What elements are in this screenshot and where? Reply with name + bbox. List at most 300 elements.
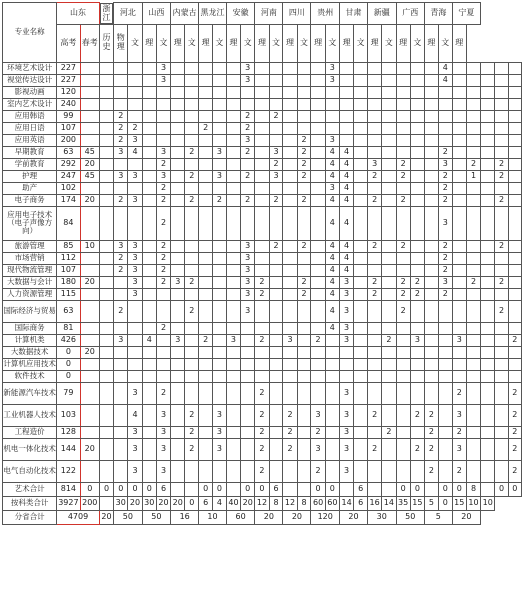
plan-count [410,240,424,252]
plan-count [99,252,113,264]
plan-count [495,460,508,482]
plan-count: 2 [241,194,255,206]
plan-count [128,86,142,98]
plan-count [156,370,170,382]
plan-count [325,460,339,482]
plan-count [508,370,521,382]
plan-count [508,86,521,98]
plan-count [241,86,255,98]
plan-count: 4 [339,194,353,206]
plan-count [410,322,424,334]
plan-count [99,206,113,240]
subject-total-value: 12 [255,496,269,510]
plan-count: 3 [226,334,240,346]
plan-count [80,288,99,300]
plan-count [255,122,269,134]
plan-count [311,170,325,182]
major-name: 软件技术 [3,370,57,382]
plan-count: 144 [57,438,80,460]
plan-count [241,182,255,194]
province-header: 黑龙江 [199,3,227,25]
plan-count: 2 [114,122,128,134]
sub-header-wen: 文 [156,24,170,62]
plan-count [311,74,325,86]
major-name: 人力资源管理 [3,288,57,300]
plan-count: 2 [508,438,521,460]
plan-count: 247 [57,170,80,182]
plan-count [80,426,99,438]
plan-count [80,74,99,86]
plan-count [142,370,156,382]
sub-header-li: 理 [226,24,240,62]
plan-count: 2 [495,300,508,322]
major-name: 应用英语 [3,134,57,146]
plan-count: 2 [297,276,311,288]
plan-count [255,110,269,122]
plan-count [495,404,508,426]
plan-count [452,346,466,358]
plan-count [382,74,396,86]
plan-count [171,110,185,122]
plan-count [185,334,199,346]
plan-count: 2 [425,404,439,426]
plan-count: 3 [241,134,255,146]
plan-count [171,404,185,426]
plan-count [171,62,185,74]
sub-header-wen: 文 [382,24,396,62]
sub-header-li: 理 [396,24,410,62]
plan-count [452,264,466,276]
plan-count [213,370,227,382]
plan-count [325,358,339,370]
plan-count: 2 [156,264,170,276]
plan-count [226,158,240,170]
plan-count [213,322,227,334]
plan-count: 2 [156,322,170,334]
plan-count [171,322,185,334]
plan-count: 2 [199,122,213,134]
plan-count: 2 [185,404,199,426]
plan-count [425,382,439,404]
plan-count [185,158,199,170]
plan-count [495,382,508,404]
plan-count [396,110,410,122]
art-total-value [297,482,311,496]
plan-count [213,86,227,98]
plan-count [508,252,521,264]
table-row [3,98,522,110]
plan-count [452,110,466,122]
plan-count [325,426,339,438]
plan-count [255,322,269,334]
plan-count [99,170,113,182]
table-row [3,438,522,460]
plan-count [269,358,283,370]
plan-count: 292 [57,158,80,170]
plan-count [311,194,325,206]
plan-count [481,158,495,170]
plan-count [466,460,480,482]
plan-count [114,322,128,334]
plan-count [425,158,439,170]
plan-count: 2 [114,110,128,122]
plan-count: 128 [57,426,80,438]
province-header: 四川 [283,3,311,25]
plan-count [438,358,452,370]
plan-count [226,146,240,158]
plan-count [185,110,199,122]
plan-count [283,252,297,264]
sub-header-wen: 文 [297,24,311,62]
table-row [3,240,522,252]
plan-count [354,252,368,264]
plan-count [481,146,495,158]
plan-count [382,240,396,252]
plan-count [382,288,396,300]
plan-count [226,122,240,134]
plan-count [354,438,368,460]
plan-count [142,240,156,252]
major-name: 室内艺术设计 [3,98,57,110]
plan-count [452,122,466,134]
plan-count [354,62,368,74]
plan-count [425,264,439,276]
plan-count [438,86,452,98]
major-name: 学前教育 [3,158,57,170]
plan-count [297,358,311,370]
plan-count: 2 [297,146,311,158]
plan-count: 2 [297,158,311,170]
plan-count [99,370,113,382]
plan-count [354,382,368,404]
plan-count [396,134,410,146]
plan-count [171,240,185,252]
plan-count [382,62,396,74]
plan-count [283,158,297,170]
zhejiang-label: 浙江 [102,3,111,22]
plan-count [297,252,311,264]
plan-count [481,98,495,110]
major-name: 国际商务 [3,322,57,334]
plan-count [382,346,396,358]
art-total-value: 0 [80,482,99,496]
plan-count: 2 [269,110,283,122]
plan-count [481,370,495,382]
plan-count [452,98,466,110]
sub-header-gaokao: 高考 [57,24,80,62]
plan-count: 3 [339,288,353,300]
province-total-value: 20 [452,510,481,524]
plan-count: 2 [396,194,410,206]
plan-count [213,288,227,300]
plan-count [156,300,170,322]
plan-count [142,300,156,322]
plan-count [213,110,227,122]
plan-count [199,264,213,276]
plan-count [425,358,439,370]
plan-count [495,252,508,264]
plan-count: 3 [114,170,128,182]
plan-count [410,98,424,110]
province-total-row [3,510,522,524]
plan-count [297,370,311,382]
plan-count [226,134,240,146]
plan-count: 3 [339,438,353,460]
province-header: 贵州 [311,3,340,25]
plan-count: 2 [241,170,255,182]
plan-count [185,264,199,276]
plan-count [425,182,439,194]
sub-header-li: 理 [142,24,156,62]
plan-count [128,98,142,110]
plan-count: 3 [241,276,255,288]
plan-count [425,334,439,346]
plan-count: 2 [410,288,424,300]
plan-count: 3 [156,438,170,460]
plan-count [171,158,185,170]
plan-count [241,404,255,426]
plan-count [425,288,439,300]
plan-count: 103 [57,404,80,426]
plan-count [80,122,99,134]
plan-count [99,426,113,438]
plan-count [508,170,521,182]
plan-count: 2 [382,334,396,346]
plan-count [255,74,269,86]
plan-count [199,146,213,158]
major-name: 计算机类 [3,334,57,346]
major-name: 应用韩语 [3,110,57,122]
plan-count [311,358,325,370]
plan-count [283,460,297,482]
sub-header-li: 理 [283,24,297,62]
plan-count [226,62,240,74]
plan-count [311,300,325,322]
plan-count [283,288,297,300]
province-total-value: 30 [368,510,397,524]
plan-count: 3 [128,276,142,288]
plan-count [199,170,213,182]
plan-count [466,74,480,86]
plan-count [80,182,99,194]
major-name: 应用日语 [3,122,57,134]
sub-header-li: 理 [425,24,439,62]
plan-count [213,252,227,264]
plan-count [199,240,213,252]
plan-count [185,86,199,98]
plan-count [142,134,156,146]
plan-count [269,74,283,86]
plan-count [508,98,521,110]
plan-count [410,182,424,194]
plan-count [354,146,368,158]
plan-count: 3 [128,264,142,276]
plan-count: 2 [297,288,311,300]
sub-header-wen: 文 [241,24,255,62]
plan-count [171,182,185,194]
plan-count [396,346,410,358]
plan-count [114,276,128,288]
plan-count [171,438,185,460]
plan-count [142,86,156,98]
subject-total-value: 35 [396,496,410,510]
subject-total-value: 20 [156,496,170,510]
major-name: 护理 [3,170,57,182]
plan-count [171,264,185,276]
plan-count [368,74,382,86]
plan-count [466,370,480,382]
plan-count [311,158,325,170]
plan-count [481,404,495,426]
plan-count [508,346,521,358]
art-total-value: 6 [156,482,170,496]
plan-count: 4 [339,170,353,182]
plan-count [80,370,99,382]
art-total-value: 0 [128,482,142,496]
plan-count [226,170,240,182]
plan-count [425,346,439,358]
plan-count [495,110,508,122]
plan-count [297,382,311,404]
plan-count [368,300,382,322]
plan-count [99,98,113,110]
plan-count [283,194,297,206]
plan-count [114,74,128,86]
plan-count [325,370,339,382]
sub-header-wuli: 物理 [114,24,128,62]
major-name: 视觉传达设计 [3,74,57,86]
plan-count: 3 [156,426,170,438]
sub-header-lishi: 历史 [99,24,113,62]
plan-count: 4 [438,62,452,74]
plan-count [213,206,227,240]
art-total-value: 0 [325,482,339,496]
plan-count [368,252,382,264]
plan-count [99,322,113,334]
plan-count [99,438,113,460]
plan-count: 2 [283,426,297,438]
plan-count [171,122,185,134]
plan-count [438,346,452,358]
plan-count [142,382,156,404]
plan-count [452,276,466,288]
plan-count [368,382,382,404]
plan-count [508,276,521,288]
subject-total-value: 5 [425,496,439,510]
plan-count: 3 [410,334,424,346]
plan-count [226,370,240,382]
plan-count [382,170,396,182]
art-total-value: 0 [396,482,410,496]
subject-total-value: 0 [185,496,199,510]
plan-count [99,240,113,252]
plan-count: 84 [57,206,80,240]
plan-count: 3 [156,460,170,482]
plan-count: 3 [269,170,283,182]
plan-count [297,206,311,240]
province-total-value: 5 [425,510,453,524]
plan-count [368,322,382,334]
plan-count: 45 [80,146,99,158]
plan-count [142,438,156,460]
plan-count: 3 [241,74,255,86]
table-row [3,62,522,74]
plan-count [425,134,439,146]
plan-count [311,346,325,358]
plan-count [80,86,99,98]
art-total-value: 0 [311,482,325,496]
plan-count: 3 [241,62,255,74]
plan-count [297,460,311,482]
plan-count [99,146,113,158]
plan-count: 4 [339,206,353,240]
plan-count [142,426,156,438]
table-row [3,346,522,358]
art-total-row [3,482,522,496]
plan-count [283,146,297,158]
plan-count [466,62,480,74]
plan-count: 3 [339,460,353,482]
plan-count [311,134,325,146]
plan-count [171,146,185,158]
plan-count [269,382,283,404]
province-total-value: 120 [311,510,340,524]
art-total-value: 0 [508,482,521,496]
plan-count [269,276,283,288]
plan-count [185,382,199,404]
plan-count [226,382,240,404]
major-name: 新能源汽车技术 [3,382,57,404]
plan-count [213,334,227,346]
plan-count [226,438,240,460]
plan-count [255,86,269,98]
table-row [3,382,522,404]
table-row [3,134,522,146]
sub-header-li: 理 [339,24,353,62]
plan-count [495,206,508,240]
plan-count [114,288,128,300]
plan-count [466,252,480,264]
plan-count [156,122,170,134]
plan-count [382,358,396,370]
plan-count [311,86,325,98]
table-row [3,182,522,194]
plan-count: 2 [156,206,170,240]
plan-count [297,182,311,194]
plan-count [410,110,424,122]
plan-count: 2 [396,288,410,300]
plan-count: 2 [311,426,325,438]
plan-count: 3 [241,288,255,300]
plan-count: 2 [185,170,199,182]
plan-count [255,240,269,252]
subject-total-label: 按科类合计 [3,496,57,510]
plan-count [466,300,480,322]
plan-count [255,62,269,74]
plan-count [297,322,311,334]
plan-count [495,74,508,86]
plan-count [410,300,424,322]
plan-count [283,382,297,404]
plan-count [171,460,185,482]
plan-count [199,86,213,98]
plan-count: 4 [339,158,353,170]
plan-count [325,122,339,134]
plan-count [128,334,142,346]
sub-header-li: 理 [452,24,466,62]
plan-count [396,438,410,460]
plan-count [255,206,269,240]
